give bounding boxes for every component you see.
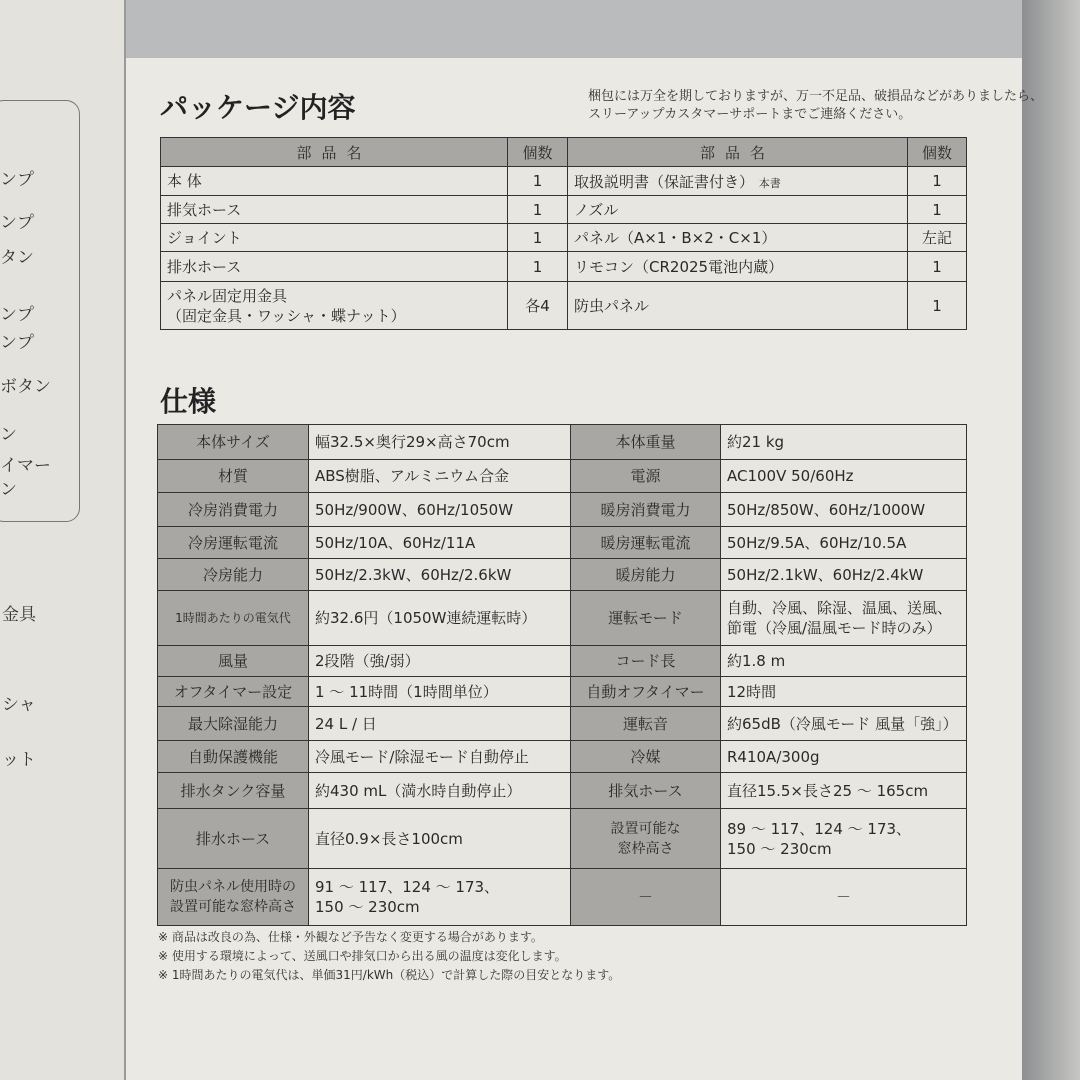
package-row [161, 224, 967, 252]
spec-value: 直径0.9×長さ100cm [309, 809, 571, 869]
spec-label: 自動オフタイマー [571, 677, 721, 707]
spec-value: 50Hz/9.5A、60Hz/10.5A [721, 527, 967, 559]
spec-value: 直径15.5×長さ25 ～ 165cm [721, 773, 967, 809]
part-name-text: ノズル [574, 201, 619, 219]
part-name: 排気ホース [161, 196, 508, 224]
package-table [160, 137, 967, 330]
part-name-text: リモコン（CR2025電池内蔵） [574, 258, 784, 276]
part-count: 1 [508, 167, 568, 196]
spec-value: 1 ～ 11時間（1時間単位） [309, 677, 571, 707]
spec-label: 排水タンク容量 [158, 773, 309, 809]
spec-label: 暖房消費電力 [571, 493, 721, 527]
spec-value: AC100V 50/60Hz [721, 460, 967, 493]
part-name: ジョイント [161, 224, 508, 252]
part-count: 1 [908, 196, 967, 224]
part-name-text: 防虫パネル [574, 297, 650, 315]
part-name-text: 取扱説明書（保証書付き） [574, 172, 755, 191]
left-page-fragment: ボタン [0, 377, 51, 397]
footnote: ※ 使用する環境によって、送風口や排気口から出る風の温度は変化します。 [158, 949, 567, 963]
header-count: 個数 [508, 138, 568, 167]
part-count: 1 [908, 252, 967, 282]
spec-value: 自動、冷風、除湿、温風、送風、 節電（冷風/温風モード時のみ） [721, 591, 967, 646]
spec-value: 50Hz/2.3kW、60Hz/2.6kW [309, 559, 571, 591]
spec-value: 91 ～ 117、124 ～ 173、 150 ～ 230cm [309, 869, 571, 926]
part-name-text: パネル（A×1・B×2・C×1） [574, 229, 777, 247]
footnote: ※ 商品は改良の為、仕様・外観など予告なく変更する場合があります。 [158, 930, 543, 944]
spec-row [158, 425, 967, 460]
spec-label: 冷房運転電流 [158, 527, 309, 559]
part-count: 各4 [508, 282, 568, 330]
spec-label: 本体重量 [571, 425, 721, 460]
part-name: 排水ホース [161, 252, 508, 282]
spec-label: － [571, 869, 721, 926]
spec-row [158, 707, 967, 741]
left-page-fragment: ンプ [0, 213, 34, 233]
part-count: 1 [908, 282, 967, 330]
footnote: ※ 1時間あたりの電気代は、単価31円/kWh（税込）で計算した際の目安となります。 [158, 968, 621, 982]
background-top [120, 0, 1080, 60]
spec-value: 約21 kg [721, 425, 967, 460]
spec-value: ABS樹脂、アルミニウム合金 [309, 460, 571, 493]
header-name: 部品名 [568, 138, 908, 167]
spec-label: 本体サイズ [158, 425, 309, 460]
spec-value: 24 L / 日 [309, 707, 571, 741]
spec-row [158, 591, 967, 646]
spec-label: 材質 [158, 460, 309, 493]
package-row [161, 252, 967, 282]
part-name [568, 282, 908, 330]
left-page-fragment: ット [2, 750, 36, 770]
spec-value: 50Hz/2.1kW、60Hz/2.4kW [721, 559, 967, 591]
spec-label: 電源 [571, 460, 721, 493]
left-page-fragment: ン [0, 425, 17, 445]
part-name [568, 196, 908, 224]
spec-value: 冷風モード/除湿モード自動停止 [309, 741, 571, 773]
spec-value: 幅32.5×奥行29×高さ70cm [309, 425, 571, 460]
footnotes [158, 928, 620, 985]
spec-label: オフタイマー設定 [158, 677, 309, 707]
spec-label: 暖房能力 [571, 559, 721, 591]
part-name: パネル固定用金具 （固定金具・ワッシャ・蝶ナット） [161, 282, 508, 330]
spec-value: 約32.6円（1050W連続運転時） [309, 591, 571, 646]
part-name [568, 252, 908, 282]
spec-row [158, 527, 967, 559]
spec-row [158, 741, 967, 773]
spec-value: 約430 mL（満水時自動停止） [309, 773, 571, 809]
spec-label: 運転音 [571, 707, 721, 741]
left-page-fragment: ンプ [0, 333, 34, 353]
left-page [0, 0, 126, 1080]
part-count: 1 [508, 252, 568, 282]
left-page-fragment: 金具 [2, 605, 36, 625]
spec-label: 冷房消費電力 [158, 493, 309, 527]
spec-value: 50Hz/850W、60Hz/1000W [721, 493, 967, 527]
spec-value: 50Hz/900W、60Hz/1050W [309, 493, 571, 527]
part-count: 1 [508, 196, 568, 224]
spec-label: 防虫パネル使用時の 設置可能な窓枠高さ [158, 869, 309, 926]
package-row [161, 167, 967, 196]
spec-label: 自動保護機能 [158, 741, 309, 773]
left-page-fragment: イマー [0, 456, 51, 476]
spec-table [157, 424, 967, 926]
spec-row [158, 493, 967, 527]
spec-label: 排気ホース [571, 773, 721, 809]
header-name: 部品名 [161, 138, 508, 167]
left-page-fragment: ン [0, 480, 17, 500]
spec-value: 約1.8 m [721, 646, 967, 677]
spec-value: 50Hz/10A、60Hz/11A [309, 527, 571, 559]
spec-row [158, 809, 967, 869]
package-row [161, 196, 967, 224]
spec-row [158, 646, 967, 677]
spec-label: 最大除湿能力 [158, 707, 309, 741]
background-edge [1022, 0, 1080, 1080]
spec-value: R410A/300g [721, 741, 967, 773]
spec-label: 運転モード [571, 591, 721, 646]
spec-label: 排水ホース [158, 809, 309, 869]
spec-row [158, 460, 967, 493]
left-page-fragment: タン [0, 248, 34, 268]
spec-row [158, 773, 967, 809]
spec-label: コード長 [571, 646, 721, 677]
part-name [568, 167, 908, 196]
left-page-fragment: ンプ [0, 170, 34, 190]
package-row [161, 282, 967, 330]
spec-label: 風量 [158, 646, 309, 677]
spec-row [158, 677, 967, 707]
spec-value: 12時間 [721, 677, 967, 707]
spec-value: 89 ～ 117、124 ～ 173、 150 ～ 230cm [721, 809, 967, 869]
part-name-note: 本書 [758, 176, 781, 190]
part-count: 1 [508, 224, 568, 252]
part-count: 左記 [908, 224, 967, 252]
spec-label: 1時間あたりの電気代 [158, 591, 309, 646]
part-count: 1 [908, 167, 967, 196]
spec-label: 暖房運転電流 [571, 527, 721, 559]
header-count: 個数 [908, 138, 967, 167]
package-note [588, 88, 1043, 124]
spec-label: 設置可能な 窓枠高さ [571, 809, 721, 869]
package-note-line: スリーアップカスタマーサポートまでご連絡ください。 [588, 107, 912, 122]
spec-row [158, 869, 967, 926]
spec-value: 2段階（強/弱） [309, 646, 571, 677]
spec-value: 約65dB（冷風モード 風量「強」） [721, 707, 967, 741]
spec-label: 冷房能力 [158, 559, 309, 591]
left-page-fragment: ンプ [0, 305, 34, 325]
spec-row [158, 559, 967, 591]
spec-label: 冷媒 [571, 741, 721, 773]
package-title: パッケージ内容 [160, 91, 356, 124]
part-name [568, 224, 908, 252]
part-name: 本 体 [161, 167, 508, 196]
left-page-fragment: シャ [2, 695, 36, 715]
spec-title: 仕様 [160, 385, 217, 418]
package-note-line: 梱包には万全を期しておりますが、万一不足品、破損品などがありましたら、 [588, 89, 1044, 104]
spec-value: － [721, 869, 967, 926]
